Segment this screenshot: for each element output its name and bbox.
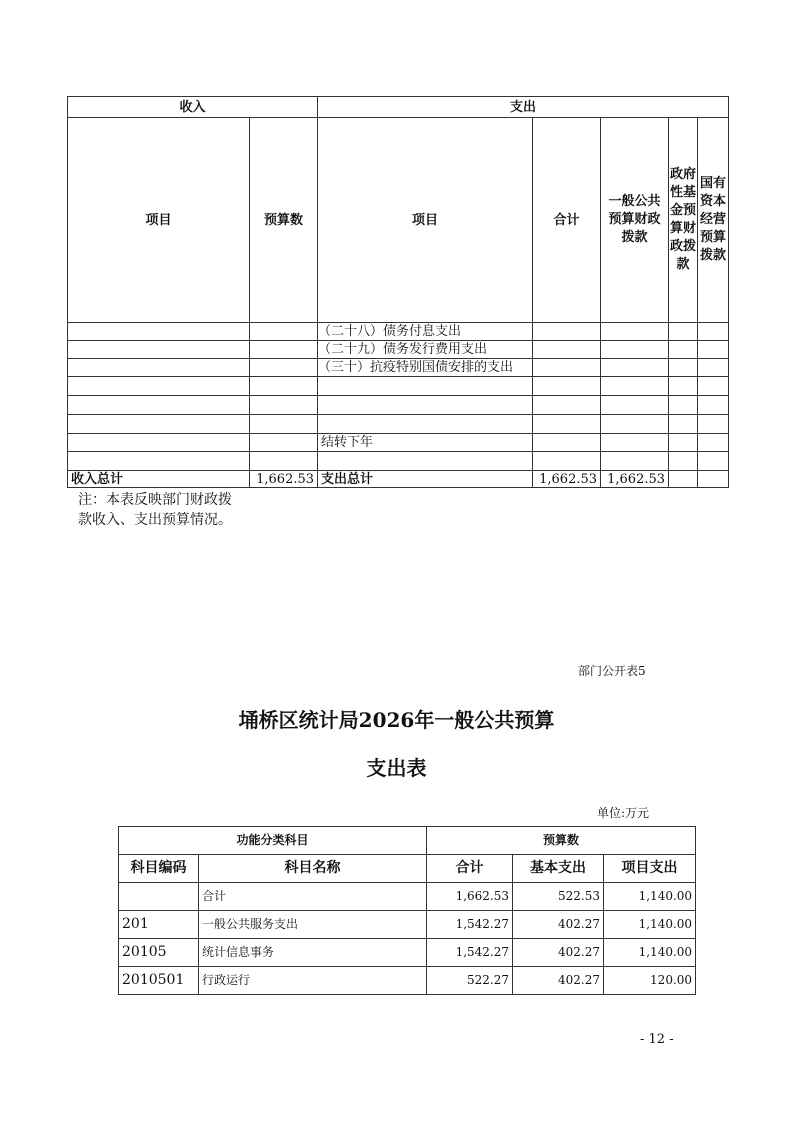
unit-label: 单位:万元 bbox=[597, 806, 650, 820]
amount-cell: 402.27 bbox=[513, 939, 604, 967]
table-row bbox=[119, 939, 696, 967]
total-cell: 1,662.53 bbox=[533, 471, 601, 488]
table-cell bbox=[250, 377, 318, 396]
table-row bbox=[119, 911, 696, 939]
table-cell bbox=[698, 415, 729, 434]
table-cell bbox=[533, 323, 601, 341]
table-cell bbox=[250, 341, 318, 359]
table-cell bbox=[669, 341, 698, 359]
table-row bbox=[68, 415, 729, 434]
table-row bbox=[68, 359, 729, 377]
column-header: 政府性基金预算财政拨款 bbox=[669, 118, 698, 323]
total-cell: 支出总计 bbox=[318, 471, 533, 488]
table-cell bbox=[601, 434, 669, 452]
name-cell: 一般公共服务支出 bbox=[199, 911, 427, 939]
table-row bbox=[119, 967, 696, 995]
table-cell bbox=[698, 377, 729, 396]
column-header: 国有资本经营预算拨款 bbox=[698, 118, 729, 323]
budget-header: 预算数 bbox=[427, 827, 696, 855]
table-label: 部门公开表5 bbox=[578, 664, 646, 678]
table-row bbox=[68, 323, 729, 341]
code-cell bbox=[119, 883, 199, 911]
column-header: 预算数 bbox=[250, 118, 318, 323]
table-cell bbox=[250, 359, 318, 377]
page-number: - 12 - bbox=[640, 1032, 674, 1047]
column-header: 科目名称 bbox=[199, 855, 427, 883]
table-cell bbox=[533, 377, 601, 396]
table-cell bbox=[669, 359, 698, 377]
note-line: 注：本表反映部门财政拨 bbox=[78, 492, 232, 508]
table-row bbox=[68, 434, 729, 452]
table-cell bbox=[68, 452, 250, 471]
table-cell bbox=[250, 396, 318, 415]
amount-cell: 402.27 bbox=[513, 967, 604, 995]
name-cell: 行政运行 bbox=[199, 967, 427, 995]
table-cell bbox=[533, 359, 601, 377]
note-line: 款收入、支出预算情况。 bbox=[78, 512, 232, 528]
table-cell bbox=[601, 415, 669, 434]
column-header: 项目 bbox=[68, 118, 250, 323]
expenditure-table bbox=[118, 826, 696, 995]
table-cell bbox=[533, 415, 601, 434]
table-cell bbox=[318, 415, 533, 434]
table-cell bbox=[250, 452, 318, 471]
total-cell bbox=[698, 471, 729, 488]
table-cell bbox=[533, 396, 601, 415]
table-cell bbox=[669, 377, 698, 396]
table-cell bbox=[318, 396, 533, 415]
table-cell bbox=[250, 434, 318, 452]
amount-cell: 1,542.27 bbox=[427, 911, 513, 939]
top-block bbox=[67, 96, 728, 530]
table-note bbox=[78, 490, 728, 530]
total-cell: 1,662.53 bbox=[601, 471, 669, 488]
table-cell: （三十）抗疫特别国债安排的支出 bbox=[318, 359, 533, 377]
table-cell bbox=[68, 323, 250, 341]
table-cell bbox=[601, 396, 669, 415]
table-row bbox=[68, 377, 729, 396]
function-category-header: 功能分类科目 bbox=[119, 827, 427, 855]
amount-cell: 1,140.00 bbox=[604, 911, 696, 939]
amount-cell: 1,140.00 bbox=[604, 939, 696, 967]
table-cell bbox=[601, 452, 669, 471]
table-cell bbox=[68, 434, 250, 452]
amount-cell: 402.27 bbox=[513, 911, 604, 939]
table-cell bbox=[601, 341, 669, 359]
income-header: 收入 bbox=[68, 97, 318, 118]
table-cell bbox=[68, 341, 250, 359]
table-cell bbox=[698, 323, 729, 341]
amount-cell: 522.53 bbox=[513, 883, 604, 911]
code-cell: 201 bbox=[119, 911, 199, 939]
table-cell bbox=[250, 323, 318, 341]
column-header: 基本支出 bbox=[513, 855, 604, 883]
table-row bbox=[68, 452, 729, 471]
table-cell bbox=[669, 452, 698, 471]
code-cell: 2010501 bbox=[119, 967, 199, 995]
total-cell bbox=[669, 471, 698, 488]
amount-cell: 1,662.53 bbox=[427, 883, 513, 911]
table-row bbox=[68, 341, 729, 359]
table-cell: 结转下年 bbox=[318, 434, 533, 452]
table-cell bbox=[318, 377, 533, 396]
table-cell bbox=[669, 434, 698, 452]
table-cell bbox=[601, 359, 669, 377]
column-header: 合计 bbox=[427, 855, 513, 883]
amount-cell: 120.00 bbox=[604, 967, 696, 995]
name-cell: 统计信息事务 bbox=[199, 939, 427, 967]
column-header: 科目编码 bbox=[119, 855, 199, 883]
amount-cell: 1,542.27 bbox=[427, 939, 513, 967]
table-cell bbox=[68, 359, 250, 377]
table-cell bbox=[533, 341, 601, 359]
table-cell bbox=[601, 377, 669, 396]
table-row bbox=[119, 883, 696, 911]
table-cell bbox=[698, 434, 729, 452]
table-cell bbox=[533, 452, 601, 471]
table-cell: （二十八）债务付息支出 bbox=[318, 323, 533, 341]
table-cell bbox=[601, 323, 669, 341]
column-header: 项目 bbox=[318, 118, 533, 323]
table-cell bbox=[68, 377, 250, 396]
column-header: 合计 bbox=[533, 118, 601, 323]
table-cell bbox=[68, 396, 250, 415]
total-cell: 1,662.53 bbox=[250, 471, 318, 488]
table-cell bbox=[698, 452, 729, 471]
column-header: 一般公共预算财政拨款 bbox=[601, 118, 669, 323]
income-expense-table bbox=[67, 96, 729, 488]
name-cell: 合计 bbox=[199, 883, 427, 911]
table-cell bbox=[698, 359, 729, 377]
table-cell bbox=[698, 341, 729, 359]
amount-cell: 1,140.00 bbox=[604, 883, 696, 911]
code-cell: 20105 bbox=[119, 939, 199, 967]
table-cell: （二十九）债务发行费用支出 bbox=[318, 341, 533, 359]
table-cell bbox=[533, 434, 601, 452]
table-cell bbox=[669, 415, 698, 434]
amount-cell: 522.27 bbox=[427, 967, 513, 995]
page-title: 埇桥区统计局2026年一般公共预算 bbox=[238, 708, 555, 732]
table-row bbox=[68, 396, 729, 415]
column-header: 项目支出 bbox=[604, 855, 696, 883]
table-cell bbox=[318, 452, 533, 471]
table-cell bbox=[68, 415, 250, 434]
table-cell bbox=[250, 415, 318, 434]
expense-header: 支出 bbox=[318, 97, 729, 118]
table-cell bbox=[669, 396, 698, 415]
total-cell: 收入总计 bbox=[68, 471, 250, 488]
table-cell bbox=[698, 396, 729, 415]
page-subtitle: 支出表 bbox=[366, 756, 427, 780]
total-row bbox=[68, 471, 729, 488]
table-cell bbox=[669, 323, 698, 341]
